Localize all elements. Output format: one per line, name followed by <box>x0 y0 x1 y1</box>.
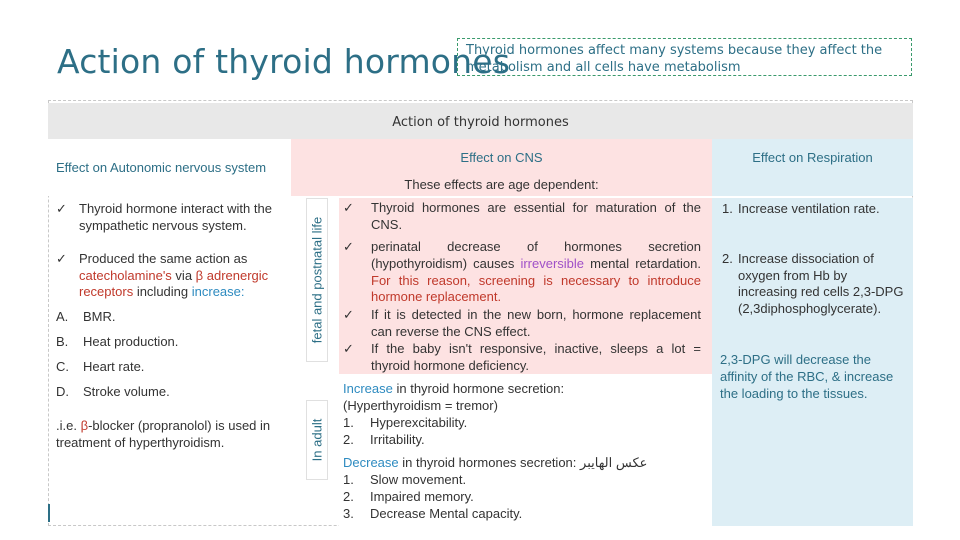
check-icon: ✓ <box>56 201 67 216</box>
increase-item: 2. Irritability. <box>343 432 425 447</box>
fetal-effects-box <box>339 198 712 374</box>
decrease-item: 2. Impaired memory. <box>343 489 474 504</box>
increase-item: 1. Hyperexcitability. <box>343 415 468 430</box>
letter-item-b: B. Heat production. <box>56 334 179 349</box>
check-icon: ✓ <box>343 200 354 215</box>
letter-item-a: A. BMR. <box>56 309 116 324</box>
dpg-note: 2,3-DPG will decrease the affinity of the RBC, & increase the loading to the tissues. <box>720 352 894 401</box>
decrease-item: 3. Decrease Mental capacity. <box>343 506 523 521</box>
hyperthyroidism-note: (Hyperthyroidism = tremor) <box>343 398 498 413</box>
letter-item-d: D. Stroke volume. <box>56 384 170 399</box>
adult-effects-box <box>339 376 712 526</box>
cns-age-note: These effects are age dependent: <box>404 177 599 192</box>
respiration-heading: Effect on Respiration <box>712 139 913 196</box>
autonomic-body <box>48 198 291 526</box>
metabolism-callout: Thyroid hormones affect many systems because they affect the metabolism and all cells have metabolism <box>457 38 912 76</box>
autonomic-item-1 <box>56 201 284 234</box>
check-icon: ✓ <box>343 341 354 356</box>
autonomic-heading <box>48 139 291 196</box>
cns-heading <box>291 139 712 196</box>
fetal-item-4: ✓ If the baby isn't responsive, inactive, sleeps a lot = thyroid hormone deficiency. <box>343 341 701 373</box>
slide-edge-mark <box>48 504 58 522</box>
letter-item-c: C. Heart rate. <box>56 359 145 374</box>
fetal-item-3: ✓ If it is detected in the new born, hormone replacement can reverse the CNS effect. <box>343 307 701 339</box>
fetal-life-label: fetal and postnatal life <box>306 198 328 362</box>
decrease-heading: Decrease in thyroid hormones secretion: عكس الهايبر <box>343 455 648 470</box>
autonomic-item-2-text: Produced the same action as catecholamine's via β adrenergic receptors including increase: <box>79 251 269 299</box>
fetal-item-2: ✓ perinatal decrease of hormones secretion (hypothyroidism) causes irreversible mental retardation. For this reason, screening is necessary to introduce hormone replacement. <box>343 239 701 305</box>
page-title: Action of thyroid hormones <box>57 42 511 81</box>
beta-blocker-note: .i.e. β-blocker (propranolol) is used in treatment of hyperthyroidism. <box>56 418 271 450</box>
autonomic-item-2 <box>56 251 284 301</box>
autonomic-item-1-text: Thyroid hormone interact with the sympathetic nervous system. <box>79 201 272 233</box>
respiration-item-1: 1. Increase ventilation rate. <box>722 201 880 216</box>
adult-label: In adult <box>306 400 328 480</box>
increase-heading: Increase in thyroid hormone secretion: <box>343 381 565 396</box>
autonomic-heading-label: Effect on Autonomic nervous system <box>56 160 267 175</box>
cns-heading-label: Effect on CNS <box>460 150 543 165</box>
respiration-body <box>712 198 913 526</box>
table-header: Action of thyroid hormones <box>48 103 913 139</box>
check-icon: ✓ <box>343 307 354 322</box>
decrease-item: 1. Slow movement. <box>343 472 467 487</box>
adult-effects-text <box>343 380 708 522</box>
check-icon: ✓ <box>343 239 354 254</box>
fetal-item-1: ✓ Thyroid hormones are essential for maturation of the CNS. <box>343 200 701 232</box>
check-icon: ✓ <box>56 251 67 266</box>
respiration-item-2: 2. Increase dissociation of oxygen from Hb by increasing red cells 2,3-DPG (2,3diphosphoglycerate). <box>722 251 904 316</box>
